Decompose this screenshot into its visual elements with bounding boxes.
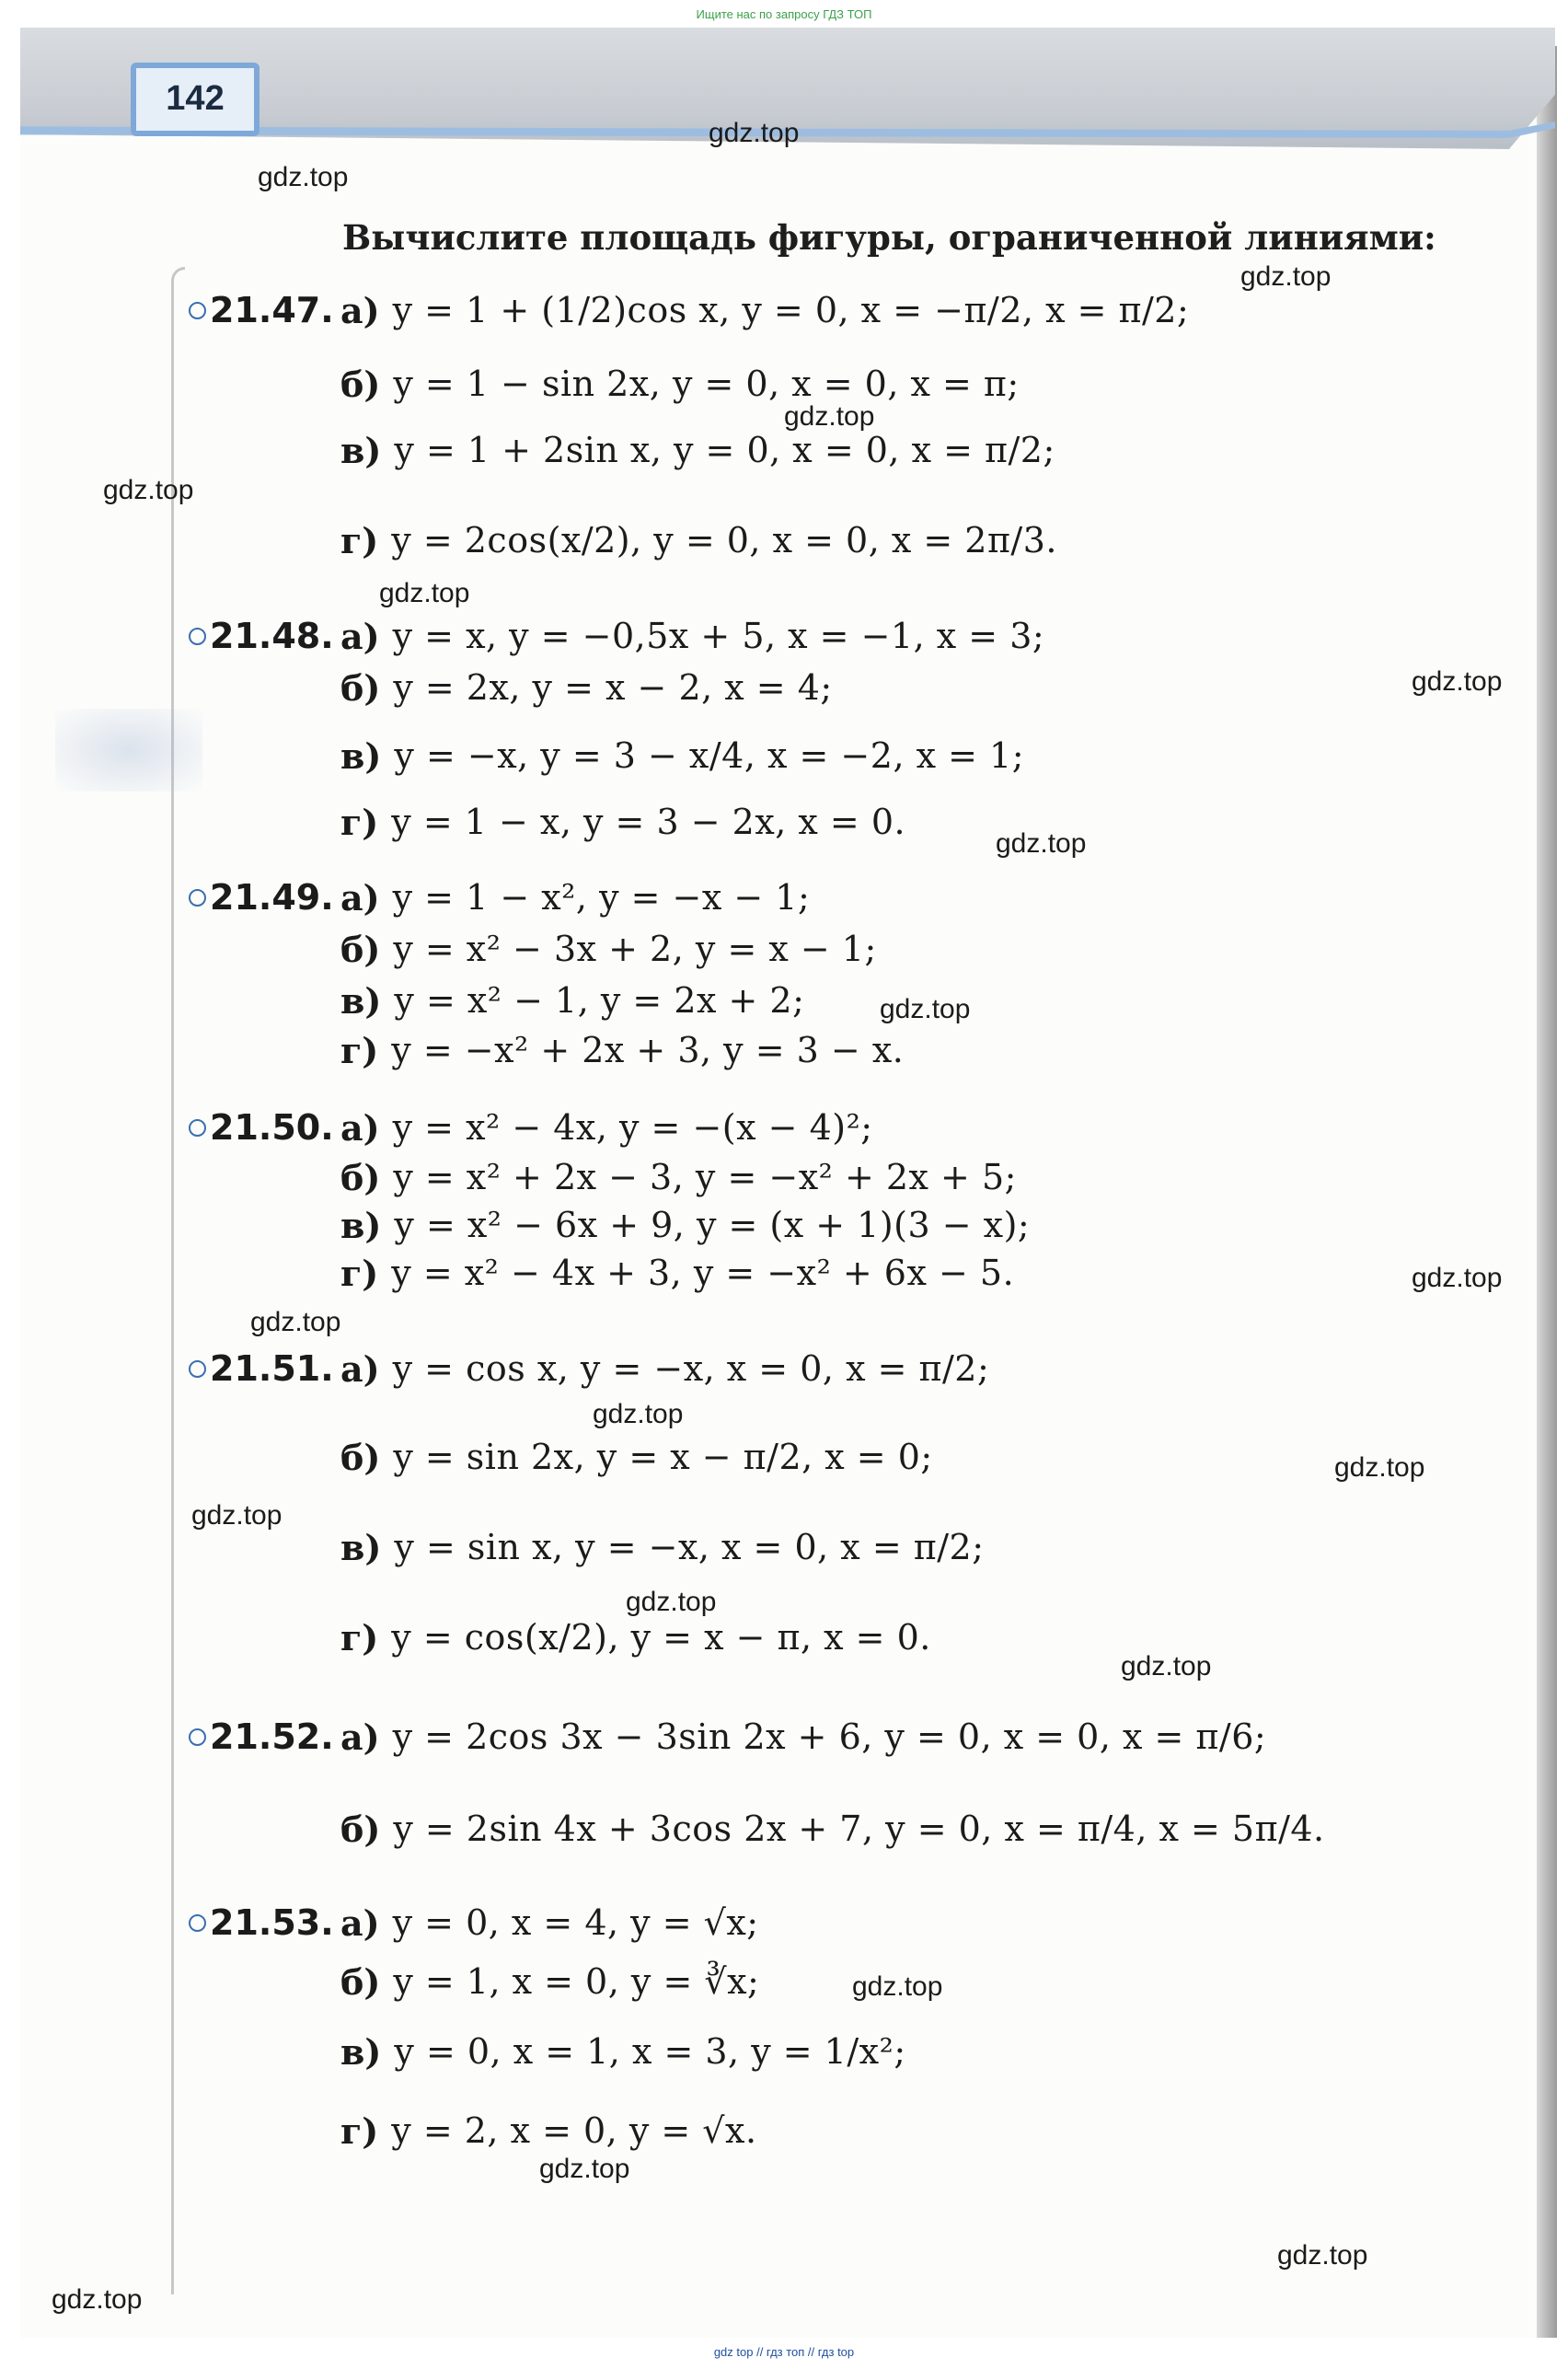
- watermark: gdz.top: [191, 1500, 282, 1531]
- problem-number: 21.52.: [189, 1705, 334, 1769]
- problem-item: г) y = cos(x/2), y = x − π, x = 0.: [340, 1616, 931, 1658]
- watermark: gdz.top: [784, 401, 875, 432]
- watermark: gdz.top: [258, 162, 349, 192]
- page-number: 142: [166, 79, 225, 118]
- problem-item: б) y = sin 2x, y = x − π/2, x = 0;: [340, 1436, 933, 1478]
- problem-number: 21.53.: [189, 1890, 334, 1955]
- circle-marker-icon: [189, 889, 206, 907]
- problem-item: б) y = 1, x = 0, y = ∛x;: [340, 1960, 760, 2003]
- watermark: gdz.top: [52, 2284, 143, 2315]
- problem-number: 21.48.: [189, 604, 334, 668]
- problem-item: а) y = x² − 4x, y = −(x − 4)²;: [340, 1106, 873, 1149]
- circle-marker-icon: [189, 1914, 206, 1932]
- problem-item: б) y = 2sin 4x + 3cos 2x + 7, y = 0, x = π/4, x = 5π/4.: [340, 1808, 1325, 1850]
- watermark: gdz.top: [593, 1399, 684, 1429]
- page-edge-shadow: [1537, 46, 1557, 2338]
- problem-item: а) y = 1 + (1/2)cos x, y = 0, x = −π/2, x = π/2;: [340, 289, 1190, 331]
- watermark: gdz.top: [880, 994, 971, 1024]
- problem-number: 21.51.: [189, 1336, 334, 1401]
- watermark: gdz.top: [709, 118, 800, 148]
- section-heading: Вычислите площадь фигуры, ограниченной линиями:: [342, 217, 1436, 258]
- problem-number: 21.49.: [189, 865, 334, 930]
- problem-item: б) y = x² − 3x + 2, y = x − 1;: [340, 928, 877, 970]
- problem-item: а) y = 2cos 3x − 3sin 2x + 6, y = 0, x = 0, x = π/6;: [340, 1716, 1267, 1758]
- problem-item: в) y = x² − 1, y = 2x + 2;: [340, 979, 805, 1022]
- watermark: gdz.top: [103, 475, 194, 505]
- section-bracket: [171, 267, 185, 2294]
- watermark: gdz.top: [1412, 1263, 1503, 1293]
- problem-item: б) y = 2x, y = x − 2, x = 4;: [340, 666, 833, 709]
- problem-item: б) y = x² + 2x − 3, y = −x² + 2x + 5;: [340, 1156, 1017, 1198]
- bottom-watermark-note: gdz top // гдз топ // гдз top: [713, 2345, 855, 2359]
- problem-item: г) y = x² − 4x + 3, y = −x² + 6x − 5.: [340, 1252, 1015, 1294]
- problem-item: г) y = 2, x = 0, y = √x.: [340, 2109, 757, 2152]
- circle-marker-icon: [189, 1728, 206, 1746]
- problem-number: 21.47.: [189, 278, 334, 342]
- problem-item: г) y = −x² + 2x + 3, y = 3 − x.: [340, 1029, 905, 1071]
- watermark: gdz.top: [250, 1307, 341, 1337]
- problem-number: 21.50.: [189, 1095, 334, 1160]
- problem-item: а) y = cos x, y = −x, x = 0, x = π/2;: [340, 1347, 990, 1390]
- watermark: gdz.top: [996, 828, 1087, 859]
- problem-item: а) y = 0, x = 4, y = √x;: [340, 1901, 759, 1944]
- watermark: gdz.top: [852, 1971, 943, 2002]
- problem-item: в) y = −x, y = 3 − x/4, x = −2, x = 1;: [340, 734, 1025, 777]
- watermark: gdz.top: [379, 578, 470, 608]
- circle-marker-icon: [189, 302, 206, 319]
- problem-item: а) y = x, y = −0,5x + 5, x = −1, x = 3;: [340, 615, 1045, 657]
- top-watermark-note: Ищите нас по запросу ГДЗ ТОП: [696, 7, 872, 21]
- watermark: gdz.top: [1412, 666, 1503, 697]
- circle-marker-icon: [189, 1360, 206, 1378]
- watermark: gdz.top: [1240, 261, 1332, 292]
- problem-item: в) y = sin x, y = −x, x = 0, x = π/2;: [340, 1526, 985, 1568]
- problem-item: в) y = x² − 6x + 9, y = (x + 1)(3 − x);: [340, 1204, 1031, 1246]
- watermark: gdz.top: [1277, 2240, 1368, 2271]
- watermark: gdz.top: [626, 1587, 717, 1617]
- problem-item: б) y = 1 − sin 2x, y = 0, x = 0, x = π;: [340, 363, 1020, 405]
- problem-item: г) y = 1 − x, y = 3 − 2x, x = 0.: [340, 801, 906, 843]
- watermark: gdz.top: [1334, 1452, 1425, 1483]
- problem-item: г) y = 2cos(x/2), y = 0, x = 0, x = 2π/3.: [340, 519, 1057, 561]
- problem-item: в) y = 1 + 2sin x, y = 0, x = 0, x = π/2;: [340, 429, 1055, 471]
- problem-item: в) y = 0, x = 1, x = 3, y = 1/x²;: [340, 2030, 906, 2073]
- bleed-through-arrow: [55, 709, 202, 792]
- page-number-badge: [131, 63, 259, 136]
- watermark: gdz.top: [539, 2154, 630, 2184]
- circle-marker-icon: [189, 1119, 206, 1137]
- circle-marker-icon: [189, 628, 206, 645]
- problem-item: а) y = 1 − x², y = −x − 1;: [340, 876, 811, 919]
- watermark: gdz.top: [1121, 1651, 1212, 1681]
